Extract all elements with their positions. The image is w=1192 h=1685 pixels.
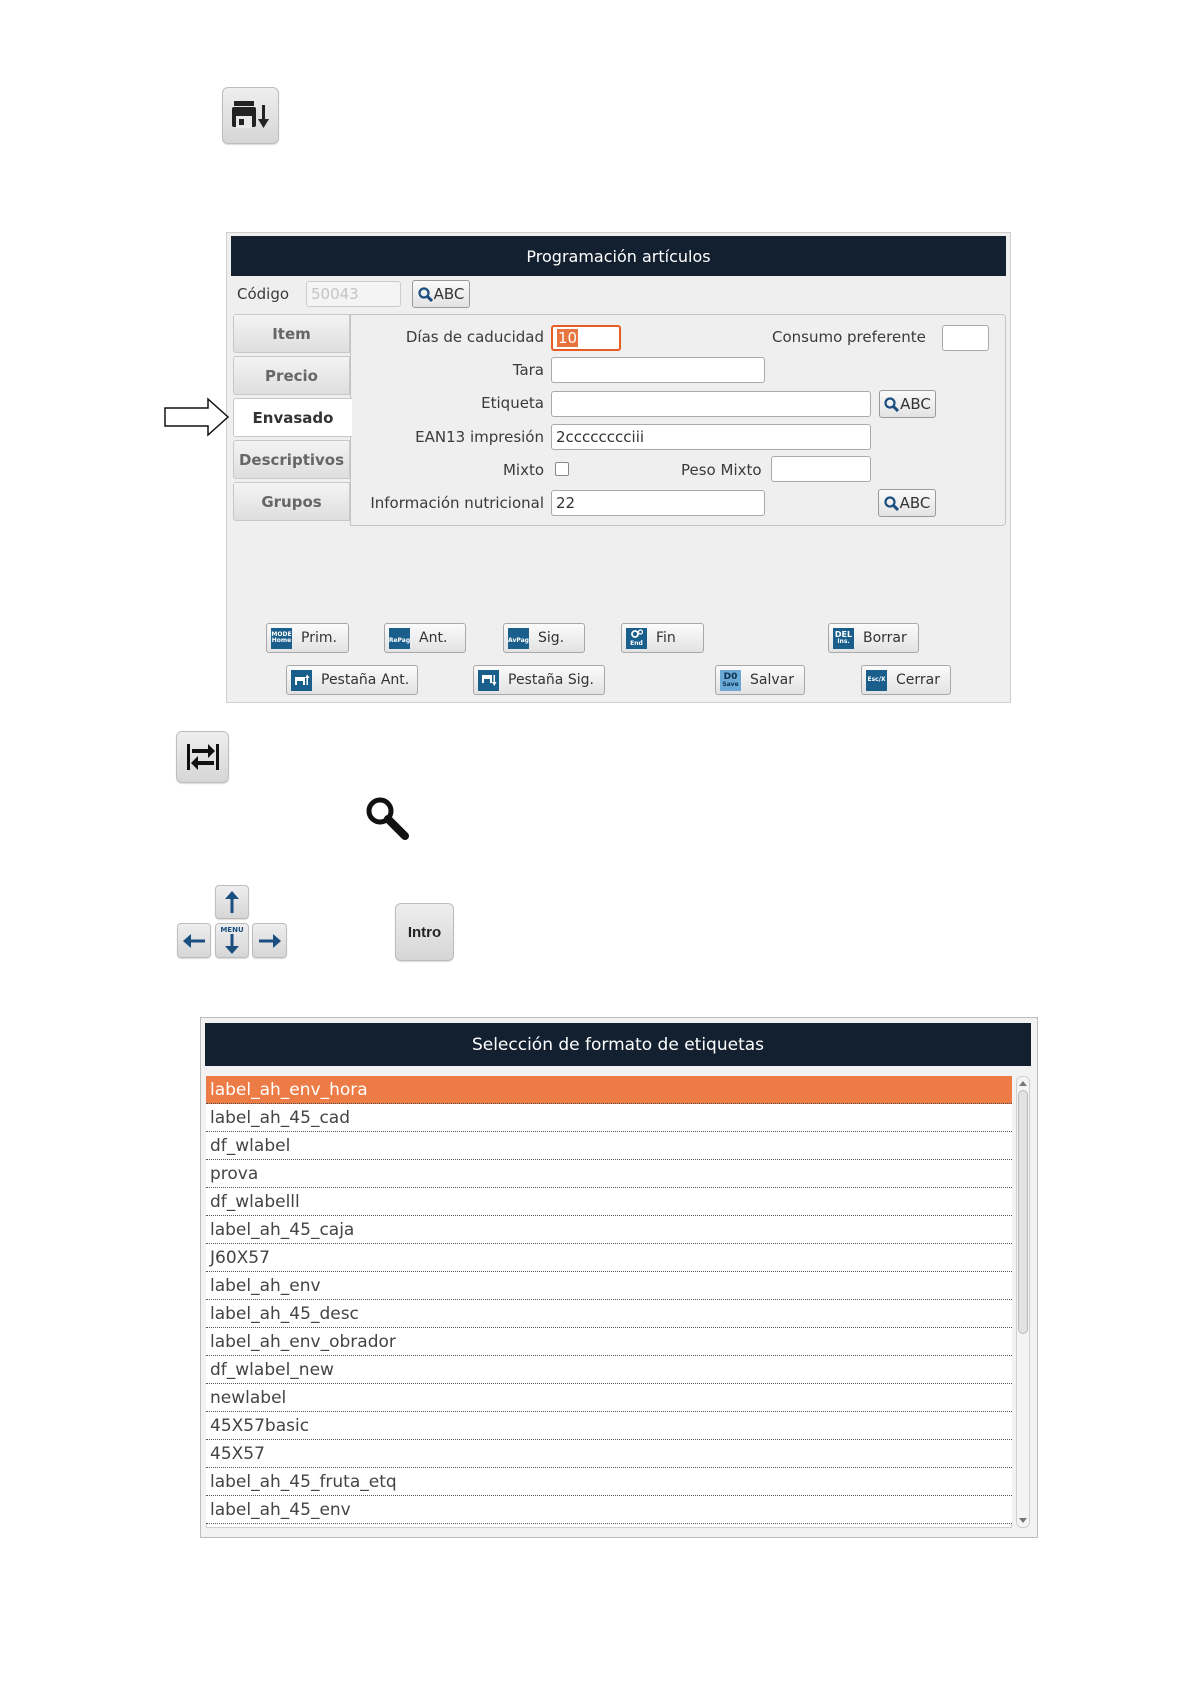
swap-key[interactable]: [176, 731, 229, 783]
abc-label: ABC: [899, 494, 931, 512]
scroll-up-icon[interactable]: [1018, 1079, 1028, 1087]
search-icon: [418, 287, 433, 302]
arrow-left-icon: [183, 934, 205, 948]
peso-mixto-input[interactable]: [771, 456, 871, 482]
printer-down-key-icon: [478, 670, 499, 691]
sig-button[interactable]: [503, 623, 585, 653]
arrow-right-icon: [259, 934, 281, 948]
arrow-up-key[interactable]: [215, 885, 249, 919]
save-key-icon: D0 Save: [720, 670, 741, 691]
dialog-title: Programación artículos: [231, 236, 1006, 276]
etiqueta-abc-button[interactable]: [879, 390, 936, 418]
ean13-input[interactable]: 2cccccccciii: [551, 424, 871, 450]
menu-label: MENU: [220, 926, 244, 934]
consumo-preferente-input[interactable]: [942, 325, 989, 351]
arrow-up-icon: [225, 891, 239, 913]
ant-label: Ant.: [419, 630, 448, 646]
list-dialog-title: Selección de formato de etiquetas: [205, 1023, 1031, 1066]
abc-label: ABC: [900, 395, 931, 413]
del-key-icon: DEL Ins.: [833, 628, 854, 649]
codigo-label: Código: [237, 285, 290, 303]
info-nutricional-input[interactable]: 22: [551, 490, 765, 516]
intro-key[interactable]: Intro: [395, 903, 454, 961]
list-item[interactable]: df_wlabelll: [206, 1188, 1012, 1216]
abc-label: ABC: [433, 285, 465, 303]
tab-descriptivos[interactable]: Descriptivos: [233, 440, 350, 479]
sig-label: Sig.: [538, 630, 565, 646]
list-item[interactable]: df_wlabel_new: [206, 1356, 1012, 1384]
arrow-right-key[interactable]: [252, 923, 287, 958]
etiqueta-input[interactable]: [551, 391, 871, 417]
list-scrollbar-thumb[interactable]: [1018, 1090, 1028, 1334]
dias-caducidad-input[interactable]: [551, 325, 621, 351]
cerrar-button[interactable]: [861, 665, 951, 695]
consumo-preferente-label: Consumo preferente: [772, 328, 926, 346]
salvar-label: Salvar: [750, 672, 794, 688]
list-item[interactable]: label_ah_45_env: [206, 1496, 1012, 1524]
mixto-label: Mixto: [502, 461, 544, 479]
tab-precio[interactable]: Precio: [233, 356, 350, 395]
list-item[interactable]: label_ah_45_desc: [206, 1300, 1012, 1328]
search-icon: [884, 397, 899, 412]
list-item[interactable]: df_wlabel: [206, 1132, 1012, 1160]
borrar-button[interactable]: [828, 623, 919, 653]
magnifier-icon: [364, 795, 410, 841]
list-item[interactable]: label_ah_45_caja: [206, 1216, 1012, 1244]
printer-up-key-icon: [291, 670, 312, 691]
borrar-label: Borrar: [863, 630, 907, 646]
search-icon: [884, 496, 899, 511]
tara-label: Tara: [512, 361, 544, 379]
arrow-down-icon: [225, 934, 239, 954]
codigo-abc-button[interactable]: [412, 280, 470, 308]
pestana-sig-button[interactable]: [473, 665, 605, 695]
list-item[interactable]: label_ah_45_cad: [206, 1104, 1012, 1132]
pestana-ant-button[interactable]: [286, 665, 418, 695]
next-tab-key[interactable]: [222, 87, 279, 144]
tab-envasado[interactable]: Envasado: [233, 398, 352, 437]
tara-input[interactable]: [551, 357, 765, 383]
pestana-sig-label: Pestaña Sig.: [508, 672, 594, 688]
pointer-arrow-icon: [164, 397, 230, 437]
ant-button[interactable]: [384, 623, 466, 653]
esc-key-icon: Esc/X: [866, 670, 887, 691]
list-item[interactable]: label_ah_env: [206, 1272, 1012, 1300]
mixto-checkbox[interactable]: [555, 462, 569, 476]
home-key-icon: MODE Home: [271, 628, 292, 649]
dias-caducidad-label: Días de caducidad: [405, 328, 544, 346]
gears-end-key-icon: End: [626, 628, 647, 649]
ean13-label: EAN13 impresión: [415, 428, 544, 446]
list-item[interactable]: 45X57basic: [206, 1412, 1012, 1440]
list-item[interactable]: J60X57: [206, 1244, 1012, 1272]
list-item[interactable]: label_ah_env_hora: [206, 1076, 1012, 1104]
list-item[interactable]: 45X57: [206, 1440, 1012, 1468]
scroll-down-icon[interactable]: [1018, 1517, 1028, 1525]
pestana-ant-label: Pestaña Ant.: [321, 672, 410, 688]
tab-item[interactable]: Item: [233, 314, 350, 353]
info-nutricional-abc-button[interactable]: [878, 489, 936, 517]
repag-key-icon: RePag: [389, 628, 410, 649]
peso-mixto-label: Peso Mixto: [681, 461, 762, 479]
arrow-down-menu-key[interactable]: [215, 923, 249, 958]
avpag-key-icon: AvPag: [508, 628, 529, 649]
list-item[interactable]: prova: [206, 1160, 1012, 1188]
etiqueta-label: Etiqueta: [481, 394, 544, 412]
dias-caducidad-value: 10: [558, 329, 578, 347]
salvar-button[interactable]: [715, 665, 805, 695]
info-nutricional-label: Información nutricional: [370, 494, 544, 512]
fin-button[interactable]: [621, 623, 704, 653]
list-item[interactable]: label_ah_45_fruta_etq: [206, 1468, 1012, 1496]
tab-grupos[interactable]: Grupos: [233, 482, 350, 521]
prim-button[interactable]: [266, 623, 349, 653]
list-item[interactable]: label_ah_env_obrador: [206, 1328, 1012, 1356]
codigo-input[interactable]: 50043: [306, 281, 401, 307]
swap-arrows-icon: [186, 741, 220, 773]
cerrar-label: Cerrar: [896, 672, 940, 688]
fin-label: Fin: [656, 630, 676, 646]
printer-down-icon: [231, 99, 271, 133]
prim-label: Prim.: [301, 630, 337, 646]
arrow-left-key[interactable]: [177, 923, 211, 958]
list-item[interactable]: newlabel: [206, 1384, 1012, 1412]
